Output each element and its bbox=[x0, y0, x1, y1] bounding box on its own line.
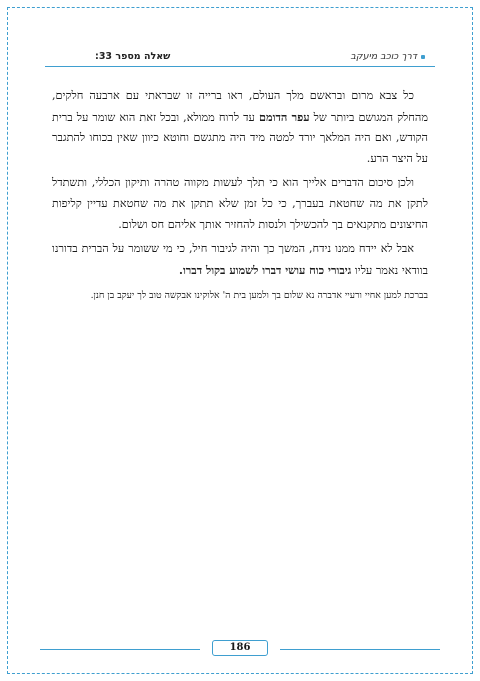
text-run: עד לרוח ממולא, ובכל זאת הוא שומר על ברית הקודש, ואם היה המלאך יורד למטה מיד היה מתגשם וחוטא כיוון שאין בכוחו להתגבר על היצר הרע. bbox=[52, 110, 428, 165]
running-title bbox=[350, 51, 425, 62]
page-number: 186 bbox=[212, 640, 268, 656]
footer-rule-right bbox=[280, 649, 440, 650]
paragraph bbox=[52, 86, 428, 169]
footer-rule-left bbox=[40, 649, 200, 650]
text-run: ולכן סיכום הדברים אלייך הוא כי תלך לעשות מקווה טהרה ותיקון הכללי, ותשתדל לתקן את מה שחטאת בעברך, כי כל זמן שלא תתקן את מה שחטאת עדיין קליפות החיצונים מתקנאים בך להכשילך ולנסות להחזיר אותך אליהם חס ושלום. bbox=[52, 176, 428, 231]
text-run: כל צבא מרום ובראשם מלך העולם, ראו ברייה זו שבראתי עם ארבעה חלקים, מהחלק המגושם ביותר של bbox=[52, 89, 428, 124]
bold-run: גיבורי כוח עושי דברו לשמוע בקול דברו. bbox=[179, 262, 352, 277]
header-rule bbox=[45, 66, 435, 67]
running-title-text: דרך כוכב מיעקב bbox=[350, 51, 417, 62]
page-footer bbox=[40, 638, 440, 660]
blessing: בברכת למען אחיי ורעיי אדברה נא שלום בך ולמען בית ה' אלוקינו אבקשה טוב לך יעקב בן חנן. bbox=[90, 290, 428, 302]
bullet-icon bbox=[421, 55, 425, 59]
paragraph bbox=[52, 239, 428, 281]
text-run: אבל לא יידח ממנו נידח, המשך כך והיה לגיבור חיל, כי מי ששומר על הברית בדורנו בוודאי נאמר עליו bbox=[52, 242, 428, 277]
body-text bbox=[52, 86, 428, 310]
bold-run: עפר הדומם bbox=[258, 109, 310, 124]
paragraph bbox=[52, 173, 428, 235]
question-label: שאלה מספר 33: bbox=[95, 51, 171, 62]
page-header bbox=[45, 49, 435, 69]
